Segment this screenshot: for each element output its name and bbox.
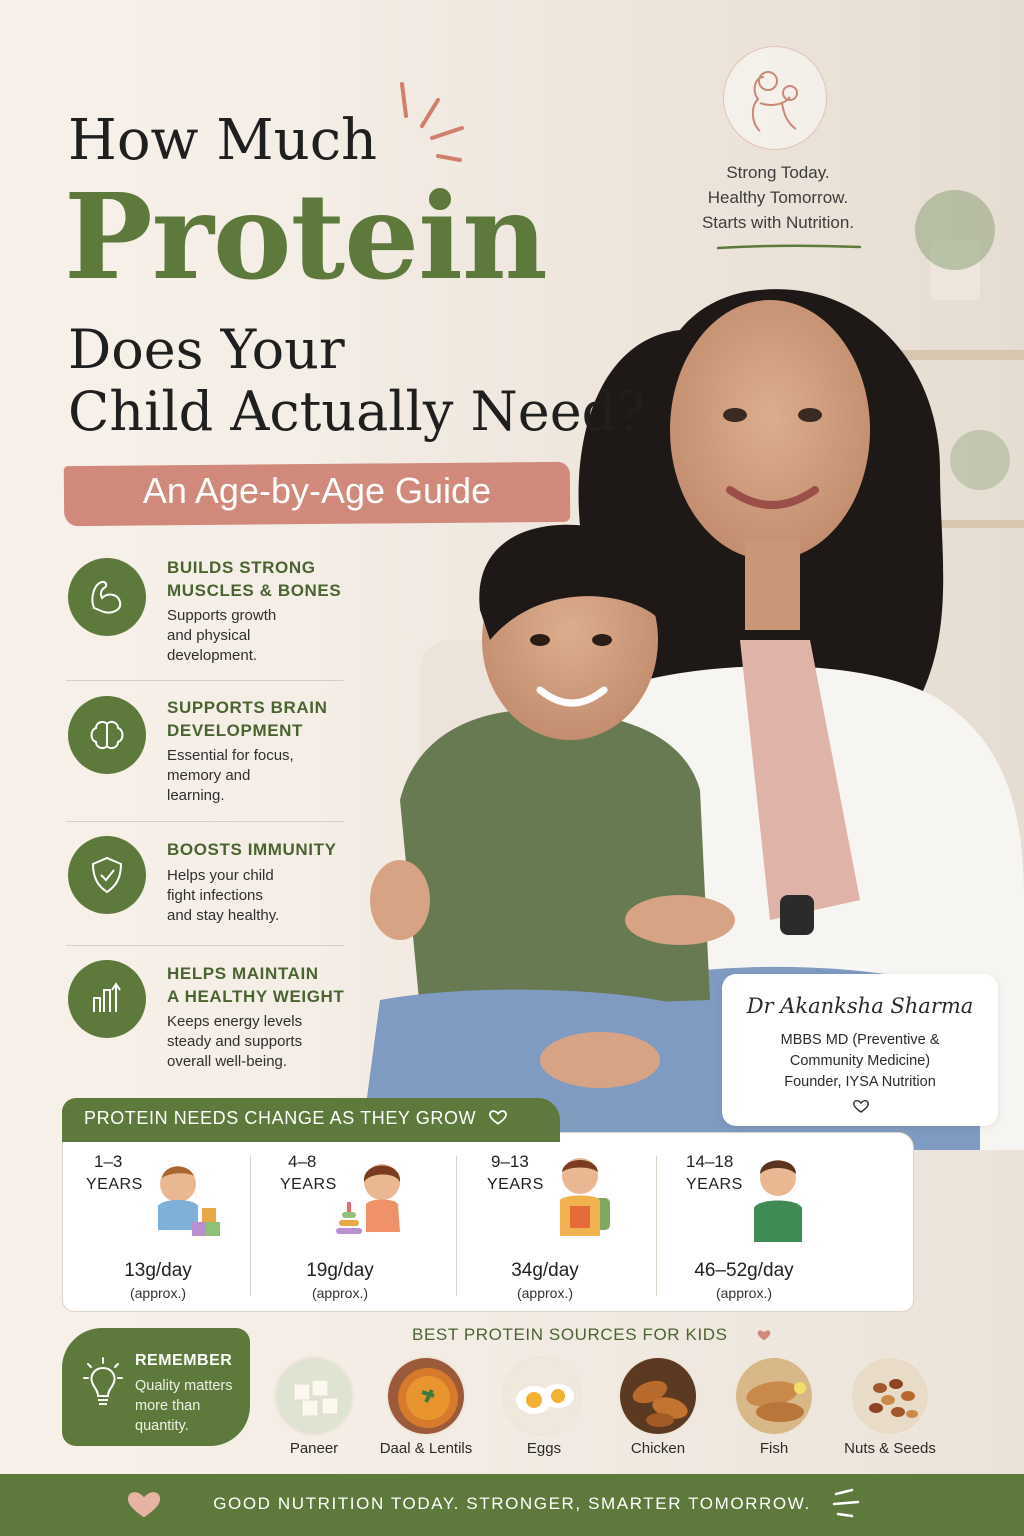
- age-note: (approx.): [129, 1285, 187, 1301]
- tagline-line-3: Starts with Nutrition.: [701, 213, 855, 232]
- age-amount: 34g/day: [511, 1260, 579, 1281]
- age-range: 9–13: [491, 1152, 529, 1171]
- eggs-image: [502, 1356, 582, 1436]
- age-note: (approx.): [715, 1285, 773, 1301]
- nuts-seeds-label: Nuts & Seeds: [844, 1440, 936, 1457]
- age-range: 14–18: [686, 1152, 734, 1171]
- benefit-title-brain: SUPPORTS BRAIN DEVELOPMENT: [167, 698, 328, 740]
- tagline-underline: [716, 244, 862, 250]
- age-range: 4–8: [288, 1152, 317, 1171]
- divider: [66, 821, 344, 822]
- divider: [66, 680, 344, 681]
- headline-line-4: Child Actually Need?: [68, 380, 646, 443]
- mother-child-icon: [723, 46, 827, 150]
- benefit-desc-brain: Essential for focus, memory and learning.: [167, 747, 294, 804]
- schoolboy-backpack-icon: [534, 1146, 630, 1242]
- divider: [66, 945, 344, 946]
- age-divider: [456, 1156, 457, 1296]
- muscle-arm-icon: [68, 558, 146, 636]
- brain-icon: [68, 696, 146, 774]
- benefit-title-muscles: BUILDS STRONG MUSCLES & BONES: [167, 558, 342, 600]
- tagline: [660, 160, 896, 235]
- age-note: (approx.): [516, 1285, 574, 1301]
- age-unit: YEARS: [86, 1176, 143, 1193]
- girl-stacking-toy-icon: [326, 1148, 422, 1244]
- daal-label: Daal & Lentils: [379, 1440, 473, 1457]
- age-amount: 13g/day: [124, 1260, 192, 1281]
- doctor-name: Dr Akanksha Sharma: [746, 994, 974, 1018]
- doctor-credentials: MBBS MD (Preventive & Community Medicine) Founder, IYSA Nutrition: [780, 1032, 940, 1090]
- heart-outline-icon: [488, 1108, 508, 1126]
- age-unit: YEARS: [280, 1176, 337, 1193]
- footer-text: GOOD NUTRITION TODAY. STRONGER, SMARTER TOMORROW.: [213, 1494, 811, 1513]
- chicken-image: [618, 1356, 698, 1436]
- paneer-label: Paneer: [289, 1440, 339, 1457]
- fish-label: Fish: [759, 1440, 789, 1457]
- headline-protein: Protein: [64, 167, 547, 306]
- sources-title: BEST PROTEIN SOURCES FOR KIDS: [412, 1325, 728, 1344]
- toddler-blocks-icon: [136, 1150, 232, 1246]
- headline-line-1: How Much: [68, 108, 378, 173]
- chicken-label: Chicken: [630, 1440, 686, 1457]
- fish-image: [734, 1356, 814, 1436]
- sparkle-accent-icon: [830, 1486, 864, 1520]
- tagline-line-1: Strong Today.: [726, 163, 830, 182]
- nuts-seeds-image: [850, 1356, 930, 1436]
- heart-outline-icon: [852, 1098, 870, 1114]
- heart-icon: [756, 1328, 772, 1342]
- age-amount: 19g/day: [306, 1260, 374, 1281]
- benefit-title-weight: HELPS MAINTAIN A HEALTHY WEIGHT: [167, 964, 345, 1006]
- daal-image: [386, 1356, 466, 1436]
- age-amount: 46–52g/day: [694, 1260, 794, 1281]
- age-panel-title: PROTEIN NEEDS CHANGE AS THEY GROW: [84, 1108, 508, 1129]
- age-divider: [656, 1156, 657, 1296]
- age-note: (approx.): [311, 1285, 369, 1301]
- benefit-desc-immunity: Helps your child fight infections and stay healthy.: [167, 867, 280, 924]
- lightbulb-icon: [82, 1354, 124, 1416]
- paneer-image: [274, 1356, 354, 1436]
- eggs-label: Eggs: [526, 1440, 562, 1457]
- tagline-line-2: Healthy Tomorrow.: [707, 188, 849, 207]
- age-unit: YEARS: [686, 1176, 743, 1193]
- subtitle: An Age-by-Age Guide: [142, 470, 492, 511]
- teen-boy-icon: [730, 1146, 826, 1242]
- sparkle-accent-icon: [390, 78, 480, 168]
- remember-title: REMEMBER: [135, 1352, 233, 1369]
- age-divider: [250, 1156, 251, 1296]
- age-range: 1–3: [94, 1152, 123, 1171]
- shield-check-icon: [68, 836, 146, 914]
- growth-bars-icon: [68, 960, 146, 1038]
- benefit-desc-muscles: Supports growth and physical development.: [167, 607, 277, 664]
- benefit-title-immunity: BOOSTS IMMUNITY: [167, 840, 337, 859]
- headline-line-3: Does Your: [68, 318, 345, 381]
- remember-text: Quality matters more than quantity.: [135, 1378, 233, 1434]
- benefit-desc-weight: Keeps energy levels steady and supports overall well-being.: [167, 1013, 303, 1070]
- age-unit: YEARS: [487, 1176, 544, 1193]
